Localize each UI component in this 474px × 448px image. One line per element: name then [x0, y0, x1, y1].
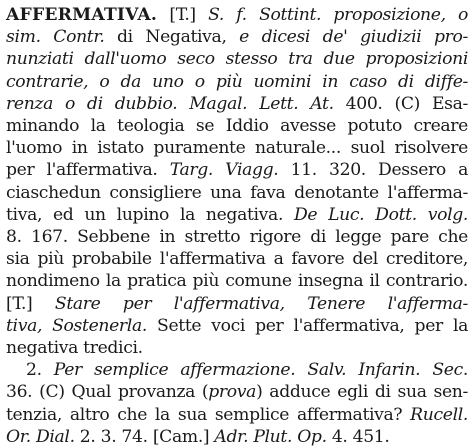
text-segment: di [117, 27, 146, 48]
italic-segment: Adr. Plut. Op. [214, 426, 332, 447]
entry-line [6, 159, 468, 181]
entry-line [6, 182, 468, 204]
entry-line [6, 248, 468, 270]
entry-line [6, 93, 468, 115]
entry-line [6, 315, 468, 337]
headword: AFFERMATIVA. [6, 5, 158, 25]
text-segment: 400. (C) Esa- [345, 93, 468, 114]
italic-segment: De Luc. Dott. volg. [293, 204, 468, 225]
entry-line [6, 204, 468, 226]
italic-segment: contrarie, o da uno o più uomini in caso di diffe- [6, 71, 468, 92]
text-segment: tenzia, altro che la sua semplice affermativa? [6, 404, 411, 425]
italic-segment: prova [208, 382, 257, 403]
text-segment: Sette voci per l'affermativa, per la [157, 315, 468, 336]
text-segment: nondimeno la pratica più comune insegna il contrario. [6, 271, 468, 292]
entry-line [6, 404, 468, 426]
italic-segment: nunziati dall'uomo seco stesso tra due proposizioni [6, 49, 468, 70]
italic-segment: Rucell. [410, 404, 468, 425]
entry-line [6, 426, 468, 448]
entry-line [6, 381, 468, 403]
italic-segment: Or. Dial. [6, 426, 80, 447]
text-segment: negativa tredici. [6, 338, 143, 359]
text-segment: sia più probabile l'affermativa a favore del creditore, [6, 249, 468, 270]
dictionary-entry [6, 4, 468, 448]
text-segment: l'uomo in istato puramente naturale... suol risolvere [6, 138, 468, 159]
text-segment: 4. 451. [331, 426, 390, 447]
text-segment: 2. 3. 74. [Cam.] [79, 426, 215, 447]
text-segment: ) adduce egli di sua sen- [256, 382, 468, 403]
text-segment: tiva, ed un lupino la negativa. [6, 204, 294, 225]
entry-line [6, 71, 468, 93]
entry-line [6, 4, 468, 26]
text-segment: [T.] [169, 5, 209, 25]
italic-segment: Per semplice affermazione. Salv. Infarin. Sec. [53, 360, 468, 381]
text-segment: 36. (C) Qual provanza ( [6, 382, 209, 403]
entry-line [6, 359, 468, 381]
text-segment: 8. 167. Sebbene in stretto rigore di legge pare che [6, 227, 468, 248]
entry-line [6, 226, 468, 248]
italic-segment: sim. Contr. [6, 27, 118, 48]
italic-segment: renza o di dubbio. Magal. Lett. At. [6, 93, 346, 114]
italic-segment: tiva, Sostenerla. [6, 315, 158, 336]
entry-line [6, 115, 468, 137]
entry-line [6, 137, 468, 159]
text-segment: 2. [26, 360, 54, 381]
text-segment: ciaschedun consigliere una fava denotante l'afferma- [6, 182, 468, 203]
text-segment: Negativa, [145, 27, 240, 48]
entry-line [6, 48, 468, 70]
entry-line [6, 270, 468, 292]
text-segment: minando la teologia se Iddio avesse potuto creare [6, 116, 468, 137]
text-segment: per l'affermativa. [6, 160, 170, 181]
entry-line [6, 337, 468, 359]
italic-segment: S. f. Sottint. proposizione, o [208, 5, 468, 25]
entry-line [6, 26, 468, 48]
italic-segment: Stare per l'affermativa, Tenere l'afferma- [54, 293, 468, 314]
text-segment: [T.] [6, 293, 55, 314]
italic-segment: e dicesi de' giudizii pro- [239, 27, 468, 48]
text-segment: 11. 320. Dessero a [290, 160, 468, 181]
italic-segment: Targ. Viagg. [169, 160, 291, 181]
entry-line [6, 293, 468, 315]
entry-line-text [169, 5, 468, 25]
